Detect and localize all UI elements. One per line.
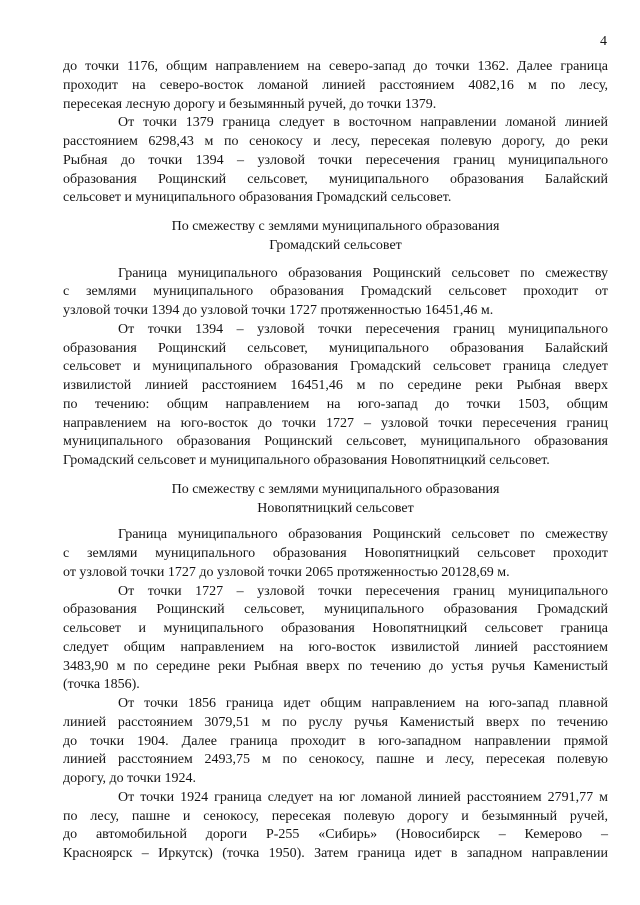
section-heading	[63, 481, 608, 519]
text-line: по течению: общим направлением на юго-запад до точки 1503, общим	[63, 396, 608, 412]
text-line: линией расстоянием 2493,75 м по сенокосу, пашне и лесу, пересекая полевую	[63, 752, 608, 768]
text-line: до автомобильной дороги Р-255 «Сибирь» (Новосибирск – Кемерово –	[63, 827, 608, 843]
text-line: образования Рощинский сельсовет, муниципального образования Громадский	[63, 602, 608, 618]
paragraph	[63, 583, 608, 696]
text-line: следует общим направлением на юго-восток извилистой линией расстоянием	[63, 639, 608, 655]
text-line: Рыбная до точки 1394 – узловой точки пересечения границ муниципального	[63, 152, 608, 168]
block-spacer	[63, 256, 608, 265]
text-line: От точки 1856 граница идет общим направлением на юго-запад плавной	[118, 696, 608, 711]
text-line: сельсовет и муниципального образования Громадский сельсовет граница следует	[63, 359, 608, 375]
text-line: дорогу, до точки 1924.	[63, 771, 196, 786]
text-line: пересекая лесную дорогу и безымянный ручей, до точки 1379.	[63, 96, 437, 112]
text-line: извилистой линией расстоянием 16451,46 м по середине реки Рыбная вверх	[63, 378, 608, 393]
block-spacer	[63, 208, 608, 218]
paragraph	[63, 265, 608, 321]
paragraph	[63, 321, 608, 471]
text-line: направлением на юго-восток до точки 1727 – узловой точки пересечения границ	[63, 415, 608, 431]
paragraph	[63, 526, 608, 582]
text-line: Громадский сельсовет и муниципального образования Новопятницкий сельсовет.	[63, 453, 550, 468]
text-line: сельсовет и муниципального образования Громадский сельсовет.	[63, 190, 452, 206]
text-line: образования Рощинский сельсовет, муниципального образования Балайский	[63, 340, 608, 356]
text-line: муниципального образования Рощинский сельсовет, муниципального образования	[63, 434, 608, 450]
text-line: От точки 1727 – узловой точки пересечения границ муниципального	[118, 583, 608, 599]
text-line: проходит на северо-восток ломаной линией расстоянием 4082,16 м по лесу,	[63, 77, 608, 93]
text-line: От точки 1379 граница следует в восточном направлении ломаной линией	[118, 115, 608, 131]
text-line: от узловой точки 1727 до узловой точки 2065 протяженностью 20128,69 м.	[63, 564, 510, 580]
text-line: расстоянием 6298,43 м по сенокосу и лесу, пересекая полевую дорогу, до реки	[63, 134, 608, 149]
page-number: 4	[600, 34, 607, 49]
text-line: (точка 1856).	[63, 677, 140, 693]
text-line: От точки 1924 граница следует на юг ломаной линией расстоянием 2791,77 м	[118, 789, 608, 805]
paragraph	[63, 114, 608, 208]
text-line: до точки 1176, общим направлением на северо-запад до точки 1362. Далее граница	[63, 59, 608, 74]
document-body	[63, 58, 608, 864]
heading-line: Новопятницкий сельсовет	[257, 500, 414, 516]
text-line: образования Рощинский сельсовет, муниципального образования Балайский	[63, 171, 608, 187]
heading-line: По смежеству с землями муниципального образования	[171, 219, 500, 234]
text-line: сельсовет и муниципального образования Новопятницкий сельсовет граница	[63, 621, 608, 636]
section-heading	[63, 218, 608, 256]
text-line: Красноярск – Иркутск) (точка 1950). Затем граница идет в западном направлении	[63, 846, 608, 861]
heading-line: По смежеству с землями муниципального образования	[171, 481, 500, 497]
text-line: Граница муниципального образования Рощинский сельсовет по смежеству	[118, 265, 608, 281]
text-line: узловой точки 1394 до узловой точки 1727 протяженностью 16451,46 м.	[63, 303, 494, 318]
text-line: Граница муниципального образования Рощинский сельсовет по смежеству	[118, 527, 608, 543]
text-line: с землями муниципального образования Новопятницкий сельсовет проходит	[63, 546, 608, 561]
text-line: 3483,90 м по середине реки Рыбная вверх по течению до устья ручья Каменистый	[63, 658, 608, 674]
text-line: по лесу, пашне и сенокосу, пересекая полевую дорогу и безымянный ручей,	[63, 808, 608, 824]
paragraph	[63, 695, 608, 789]
block-spacer	[63, 471, 608, 481]
text-line: линией расстоянием 3079,51 м по руслу ручья Каменистый вверх по течению	[63, 714, 608, 730]
text-line: От точки 1394 – узловой точки пересечения границ муниципального	[118, 321, 608, 337]
text-line: до точки 1904. Далее граница проходит в юго-западном направлении прямой	[63, 733, 608, 749]
paragraph	[63, 58, 608, 114]
heading-line: Громадский сельсовет	[269, 237, 402, 253]
paragraph	[63, 789, 608, 864]
text-line: с землями муниципального образования Громадский сельсовет проходит от	[63, 284, 608, 300]
block-spacer	[63, 518, 608, 526]
